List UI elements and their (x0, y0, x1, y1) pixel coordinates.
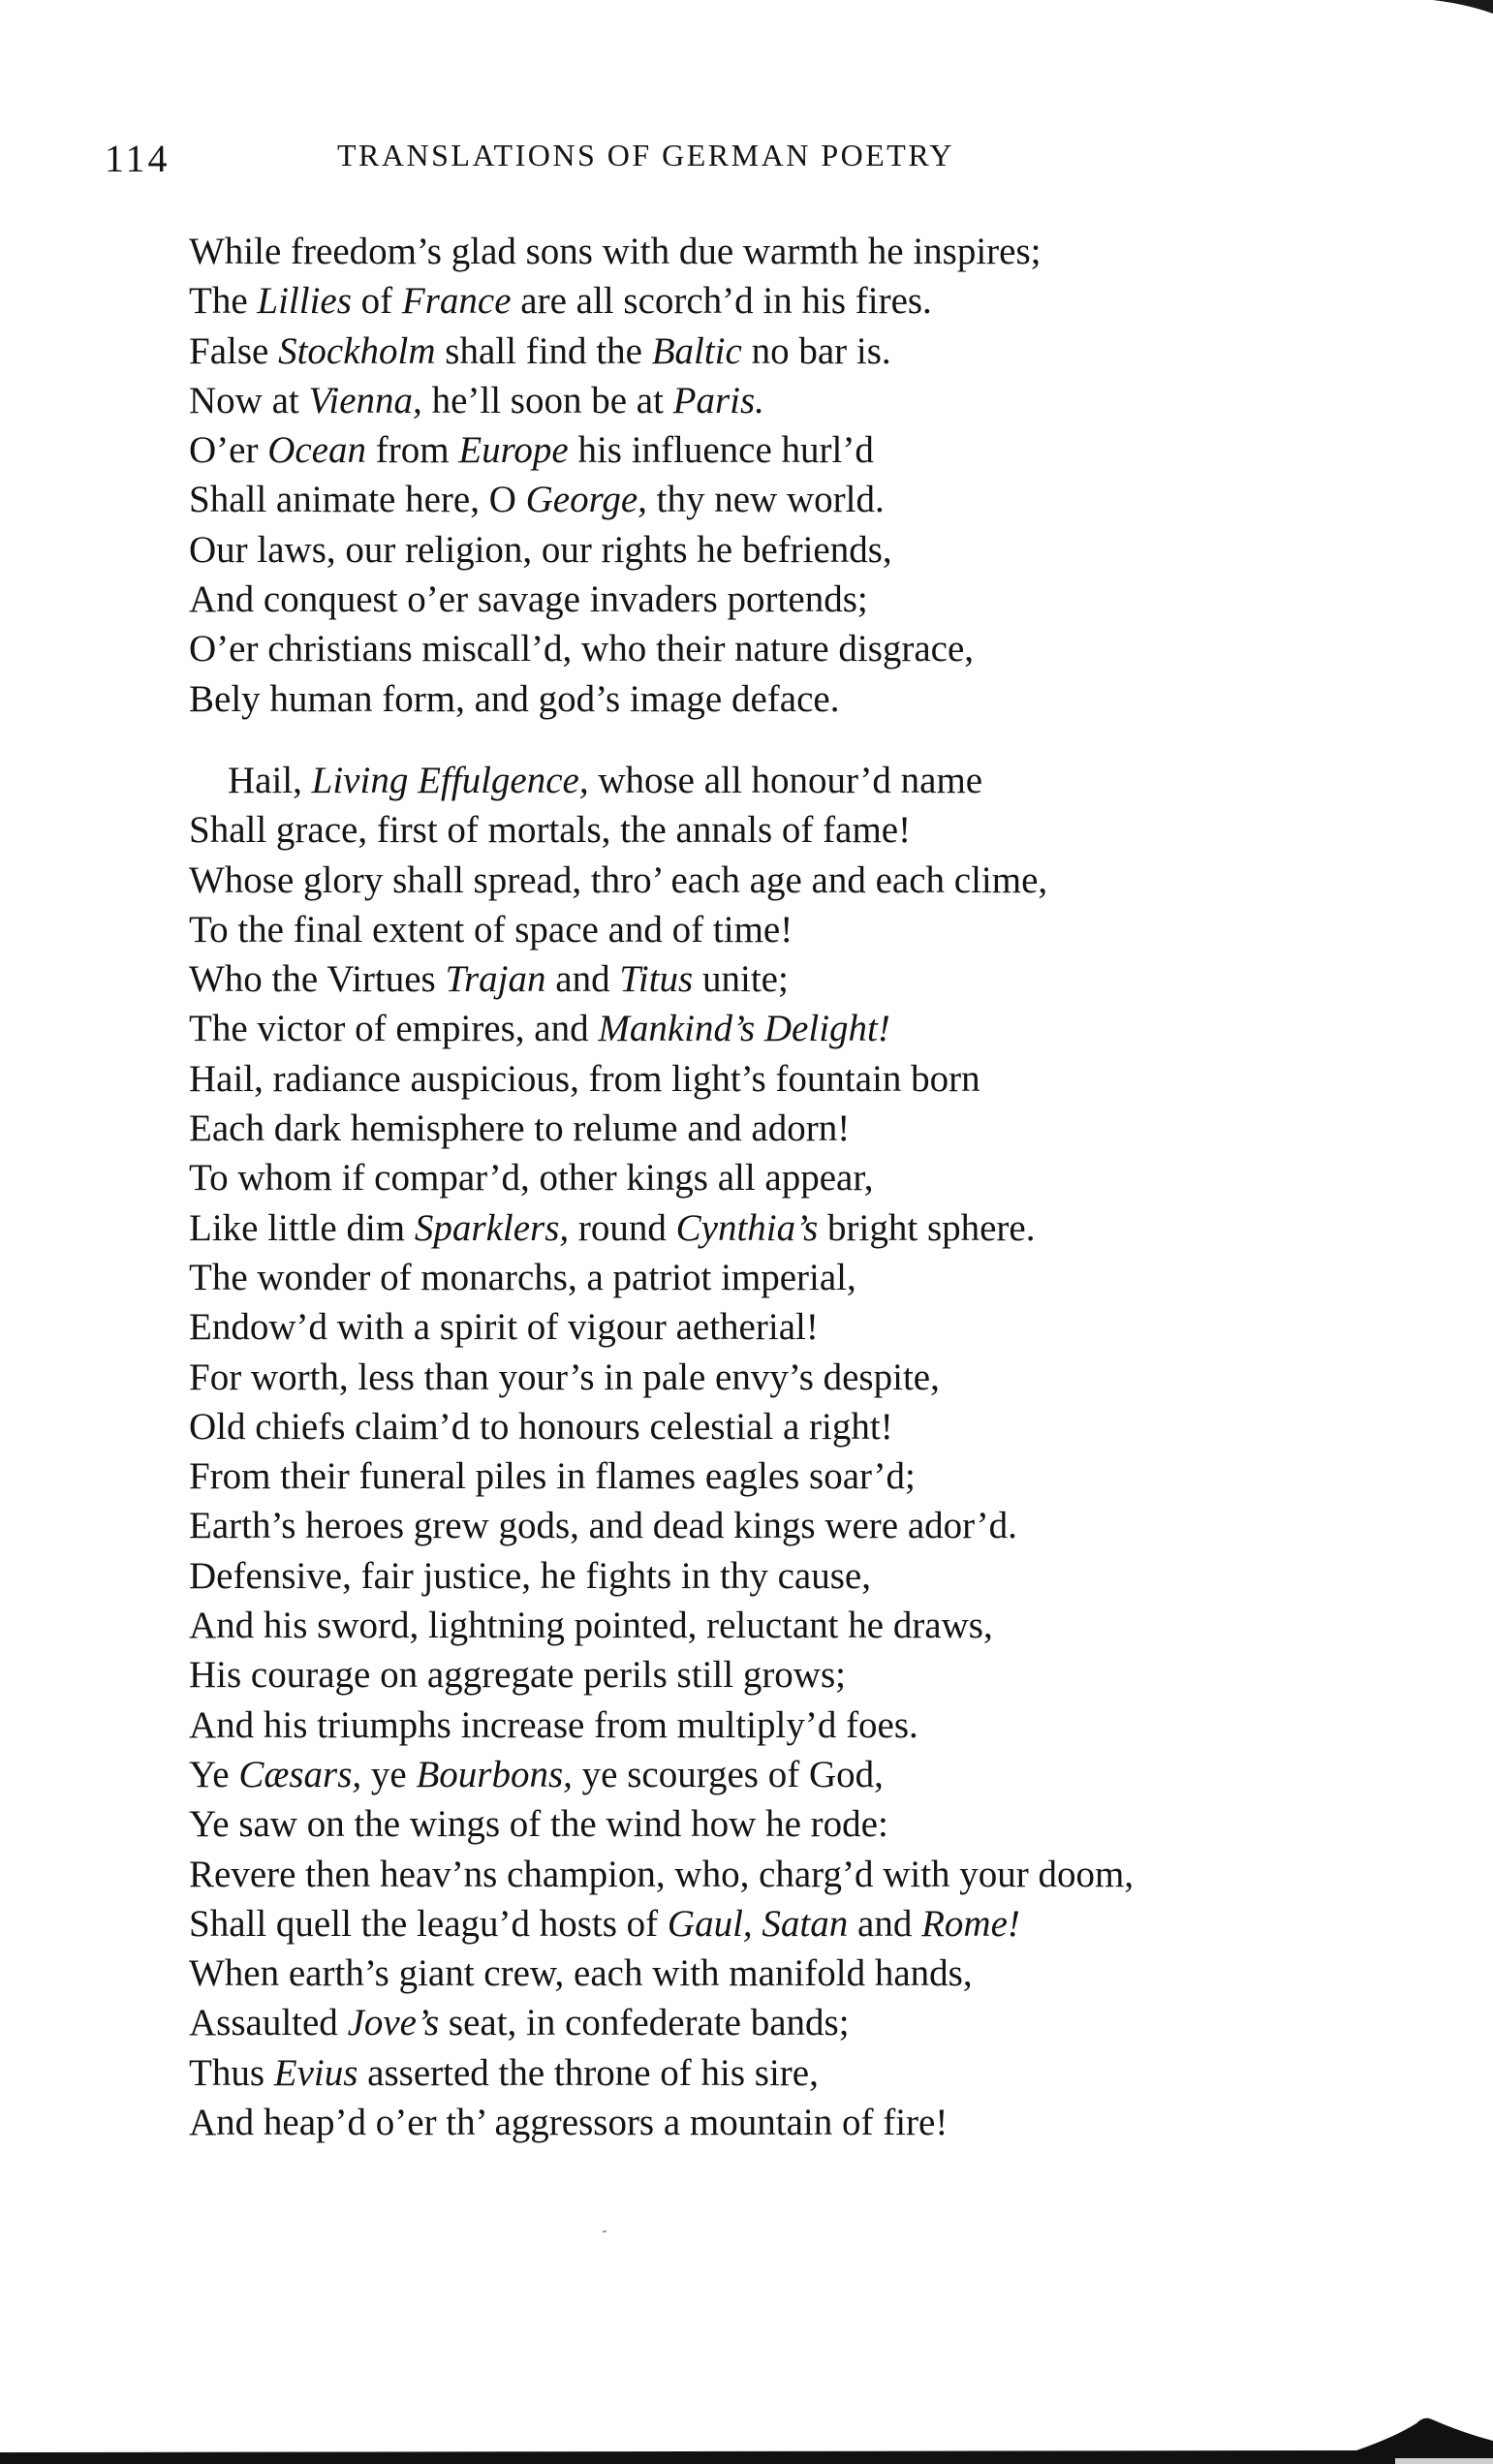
poem-line: Each dark hemisphere to relume and adorn! (189, 1107, 851, 1150)
poem-line: Ye Cæsars, ye Bourbons, ye scourges of God, (189, 1753, 884, 1795)
stanza-1 (189, 227, 1352, 724)
poem-body (189, 227, 1352, 2147)
page-header (0, 136, 1493, 194)
poem-line: O’er christians miscall’d, who their nature disgrace, (189, 628, 975, 671)
poem-line: Shall animate here, O George, thy new world. (189, 479, 885, 521)
poem-line: Our laws, our religion, our rights he befriends, (189, 528, 892, 571)
poem-line: And conquest o’er savage invaders portends; (189, 578, 868, 621)
poem-line: Shall quell the leagu’d hosts of Gaul, Satan and Rome! (189, 1902, 1020, 1945)
poem-line: Revere then heav’ns champion, who, charg’d with your doom, (189, 1853, 1135, 1895)
poem-line: When earth’s giant crew, each with manifold hands, (189, 1952, 973, 1995)
poem-line: Ye saw on the wings of the wind how he rode: (189, 1803, 888, 1846)
poem-line: Hail, Living Effulgence, whose all honour’d name (228, 759, 983, 801)
poem-line: And his sword, lightning pointed, reluctant he draws, (189, 1605, 993, 1647)
poem-line: Thus Evius asserted the throne of his sire, (189, 2051, 819, 2094)
poem-line: To whom if compar’d, other kings all appear, (189, 1157, 874, 1200)
poem-line: Who the Virtues Trajan and Titus unite; (189, 958, 789, 1001)
poem-line: His courage on aggregate perils still grows; (189, 1654, 846, 1697)
poem-line: Shall grace, first of mortals, the annals of fame! (189, 809, 912, 852)
stanza-2 (189, 756, 1352, 2147)
poem-line: For worth, less than your’s in pale envy’s despite, (189, 1356, 940, 1398)
poem-line: O’er Ocean from Europe his influence hurl’d (189, 429, 874, 472)
poem-line: Assaulted Jove’s seat, in confederate bands; (189, 2002, 850, 2044)
poem-line: False Stockholm shall find the Baltic no bar is. (189, 329, 891, 372)
poem-line: Hail, radiance auspicious, from light’s fountain born (189, 1057, 980, 1100)
poem-line: Defensive, fair justice, he fights in thy cause, (189, 1554, 871, 1597)
poem-line: Now at Vienna, he’ll soon be at Paris. (189, 379, 764, 421)
corner-page-mark (1415, 0, 1493, 29)
poem-line: From their funeral piles in flames eagles soar’d; (189, 1455, 916, 1498)
poem-line: Like little dim Sparklers, round Cynthia’s bright sphere. (189, 1206, 1036, 1249)
stray-mark (603, 2230, 607, 2232)
poem-line: Old chiefs claim’d to honours celestial a right! (189, 1405, 893, 1448)
running-title: TRANSLATIONS OF GERMAN POETRY (337, 138, 954, 172)
poem-line: Bely human form, and god’s image deface. (189, 677, 840, 720)
poem-line: To the final extent of space and of time! (189, 908, 793, 951)
poem-line: And his triumphs increase from multiply’d foes. (189, 1703, 918, 1746)
poem-line: Endow’d with a spirit of vigour aetherial! (189, 1306, 819, 1349)
bottom-rule (0, 2377, 1493, 2464)
poem-line: The Lillies of France are all scorch’d in his fires. (189, 280, 932, 323)
poem-line: While freedom’s glad sons with due warmth he inspires; (189, 231, 1042, 272)
page-number: 114 (105, 137, 171, 180)
poem-line: Whose glory shall spread, thro’ each age and each clime, (189, 858, 1048, 901)
poem-line: And heap’d o’er th’ aggressors a mountain of fire! (189, 2101, 949, 2143)
poem-line: The victor of empires, and Mankind’s Delight! (189, 1008, 890, 1050)
poem-line: Earth’s heroes grew gods, and dead kings were ador’d. (189, 1505, 1017, 1547)
poem-line: The wonder of monarchs, a patriot imperial, (189, 1256, 856, 1298)
